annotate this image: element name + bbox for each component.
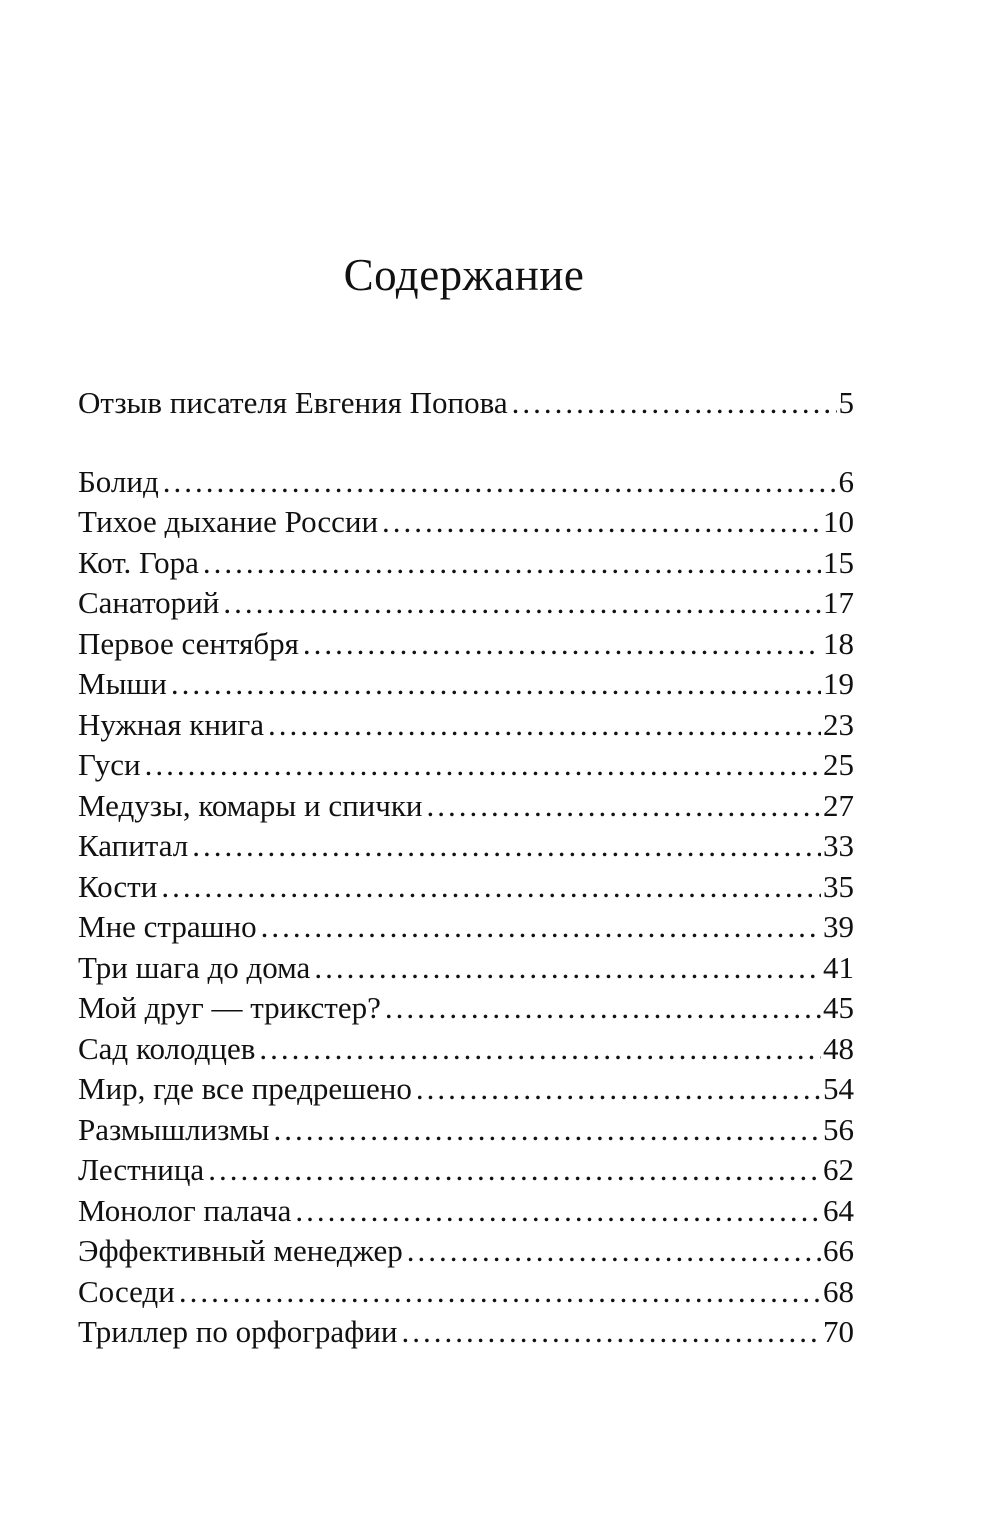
toc-entry[interactable]: [78, 988, 854, 1028]
toc-entry-page: 33: [823, 828, 854, 863]
toc-entry-page: 25: [823, 747, 854, 782]
toc-leader-dots: [163, 462, 837, 502]
toc-leader-dots: [145, 745, 821, 785]
toc-entry[interactable]: [78, 383, 854, 423]
toc-entry-title: Медузы, комары и спички: [78, 788, 423, 823]
toc-leader-dots: [427, 786, 821, 826]
toc-entry-title: Эффективный менеджер: [78, 1233, 403, 1268]
toc-entry[interactable]: [78, 867, 854, 907]
toc-entry[interactable]: [78, 907, 854, 947]
toc-entry-page: 6: [838, 464, 854, 499]
page-title: Содержание: [343, 250, 585, 300]
toc-entry-page: 18: [823, 626, 854, 661]
toc-leader-dots: [385, 988, 821, 1028]
toc-entry-title: Размышлизмы: [78, 1112, 270, 1147]
toc-entry-page: 48: [823, 1031, 854, 1066]
toc-entry-page: 5: [838, 385, 854, 420]
toc-entry[interactable]: [78, 1231, 854, 1271]
toc-entry[interactable]: [78, 583, 854, 623]
toc-entry-page: 15: [823, 545, 854, 580]
toc-entry-title: Санаторий: [78, 585, 220, 620]
toc-leader-dots: [268, 705, 821, 745]
toc-leader-dots: [223, 583, 821, 623]
toc-leader-dots: [382, 502, 821, 542]
toc-entry-page: 56: [823, 1112, 854, 1147]
toc-leader-dots: [512, 383, 837, 423]
toc-entry-page: 62: [823, 1152, 854, 1187]
toc-leader-dots: [416, 1069, 821, 1109]
toc-leader-dots: [295, 1191, 821, 1231]
toc-entry[interactable]: [78, 1312, 854, 1352]
toc-leader-dots: [179, 1272, 821, 1312]
toc-entry-title: Нужная книга: [78, 707, 264, 742]
toc-entry-title: Кости: [78, 869, 158, 904]
toc-entry-page: 23: [823, 707, 854, 742]
toc-entry-title: Первое сентября: [78, 626, 299, 661]
toc-entry-title: Тихое дыхание России: [78, 504, 379, 539]
toc-entry[interactable]: [78, 1069, 854, 1109]
toc-entry[interactable]: [78, 624, 854, 664]
toc-entry[interactable]: [78, 705, 854, 745]
toc-leader-dots: [407, 1231, 821, 1271]
toc-leader-dots: [203, 543, 821, 583]
toc-entry-page: 54: [823, 1071, 854, 1106]
toc-entry-title: Соседи: [78, 1274, 175, 1309]
toc-entry-page: 45: [823, 990, 854, 1025]
toc-entry-page: 39: [823, 909, 854, 944]
toc-entry-page: 10: [823, 504, 854, 539]
toc-entry[interactable]: [78, 1150, 854, 1190]
toc-entry[interactable]: [78, 502, 854, 542]
toc-leader-dots: [314, 948, 821, 988]
toc-entry-title: Отзыв писателя Евгения Попова: [78, 385, 508, 420]
toc-leader-dots: [273, 1110, 821, 1150]
toc-entry-title: Триллер по орфографии: [78, 1314, 398, 1349]
toc-leader-dots: [259, 1029, 821, 1069]
toc-entry-page: 17: [823, 585, 854, 620]
toc-leader-dots: [192, 826, 821, 866]
toc-entry[interactable]: [78, 745, 854, 785]
toc-entry[interactable]: [78, 786, 854, 826]
toc-entry-title: Мой друг — трикстер?: [78, 990, 381, 1025]
toc-entry-page: 27: [823, 788, 854, 823]
toc-entry-title: Мир, где все предрешено: [78, 1071, 412, 1106]
toc-entry-title: Сад колодцев: [78, 1031, 256, 1066]
toc-entry-page: 64: [823, 1193, 854, 1228]
toc-entry-page: 68: [823, 1274, 854, 1309]
toc-entry[interactable]: [78, 1191, 854, 1231]
toc-entry-title: Кот. Гора: [78, 545, 199, 580]
toc-entry-title: Болид: [78, 464, 159, 499]
toc-entry-page: 66: [823, 1233, 854, 1268]
toc-entry-title: Капитал: [78, 828, 189, 863]
toc-entry[interactable]: [78, 948, 854, 988]
toc-entry-page: 70: [823, 1314, 854, 1349]
toc-entry[interactable]: [78, 543, 854, 583]
toc-entry[interactable]: [78, 664, 854, 704]
toc-entry-title: Монолог палача: [78, 1193, 292, 1228]
toc-leader-dots: [208, 1150, 821, 1190]
toc-entry[interactable]: [78, 826, 854, 866]
toc-entry-title: Три шага до дома: [78, 950, 311, 985]
toc-entry-title: Мне страшно: [78, 909, 257, 944]
toc-entry-page: 41: [823, 950, 854, 985]
toc-leader-dots: [401, 1312, 821, 1352]
toc-entry-page: 19: [823, 666, 854, 701]
toc-entry[interactable]: [78, 1272, 854, 1312]
toc-entry[interactable]: [78, 1029, 854, 1069]
toc-leader-dots: [261, 907, 821, 947]
toc-leader-dots: [303, 624, 821, 664]
toc-entry-title: Лестница: [78, 1152, 205, 1187]
toc-entry-title: Мыши: [78, 666, 167, 701]
toc-entry[interactable]: [78, 462, 854, 502]
toc-leader-dots: [161, 867, 821, 907]
toc-entry[interactable]: [78, 1110, 854, 1150]
toc-entry-page: 35: [823, 869, 854, 904]
toc-leader-dots: [171, 664, 821, 704]
toc-entry-title: Гуси: [78, 747, 141, 782]
